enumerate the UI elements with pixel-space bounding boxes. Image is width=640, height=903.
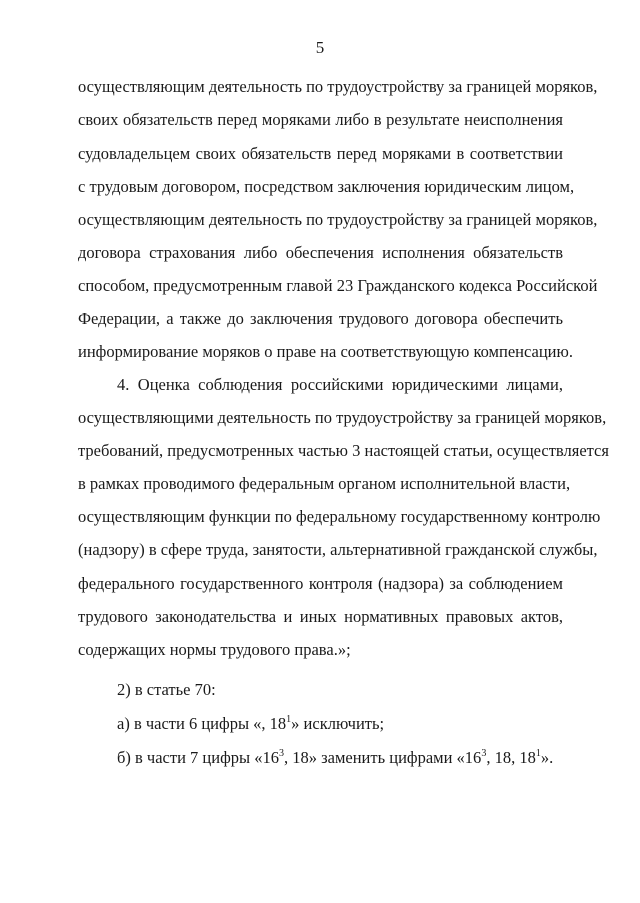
text-line: требований, предусмотренных частью 3 настоящей статьи, осуществляется xyxy=(78,441,609,460)
text-line: с трудовым договором, посредством заключения юридическим лицом, xyxy=(78,177,575,196)
item-a-text: » исключить; xyxy=(291,714,385,733)
item-a-text: а) в части 6 цифры «, 18 xyxy=(117,714,287,733)
text-line: способом, предусмотренным главой 23 Гражданского кодекса Российской xyxy=(78,276,598,295)
text-line: Федерации, а также до заключения трудового договора обеспечить xyxy=(78,309,563,328)
text-line: федерального государственного контроля (надзора) за соблюдением xyxy=(78,574,563,593)
text-line: осуществляющим функции по федеральному государственному контролю xyxy=(78,507,601,526)
item-b-text: б) в части 7 цифры «16 xyxy=(117,748,279,767)
item-b-text: , 18» заменить цифрами «16 xyxy=(283,748,482,767)
page-number: 5 xyxy=(315,38,325,57)
text-line: 4. Оценка соблюдения российскими юридическими лицами, xyxy=(117,375,563,394)
text-line: в рамках проводимого федеральным органом исполнительной власти, xyxy=(78,474,571,493)
text-line: осуществляющим деятельность по трудоустройству за границей моряков, xyxy=(78,210,598,229)
superscript: 1 xyxy=(535,747,541,759)
text-line: трудового законодательства и иных нормативных правовых актов, xyxy=(78,607,563,626)
item-b-text: , 18, 18 xyxy=(486,748,536,767)
item-b-text: ». xyxy=(540,748,554,767)
item-b xyxy=(117,748,563,768)
text-line: информирование моряков о праве на соответствующую компенсацию. xyxy=(78,342,573,361)
item-2: 2) в статье 70: xyxy=(117,680,216,699)
superscript: 1 xyxy=(286,713,292,725)
text-line: договора страхования либо обеспечения исполнения обязательств xyxy=(78,243,563,262)
text-line: судовладельцем своих обязательств перед моряками в соответствии xyxy=(78,144,563,163)
text-line: (надзору) в сфере труда, занятости, альтернативной гражданской службы, xyxy=(78,540,598,559)
superscript: 3 xyxy=(481,747,487,759)
superscript: 3 xyxy=(278,747,284,759)
text-line: содержащих нормы трудового права.»; xyxy=(78,640,351,659)
item-a xyxy=(117,714,563,734)
text-line: осуществляющими деятельность по трудоустройству за границей моряков, xyxy=(78,408,607,427)
text-line: своих обязательств перед моряками либо в результате неисполнения xyxy=(78,110,563,129)
text-line: осуществляющим деятельность по трудоустройству за границей моряков, xyxy=(78,77,598,96)
